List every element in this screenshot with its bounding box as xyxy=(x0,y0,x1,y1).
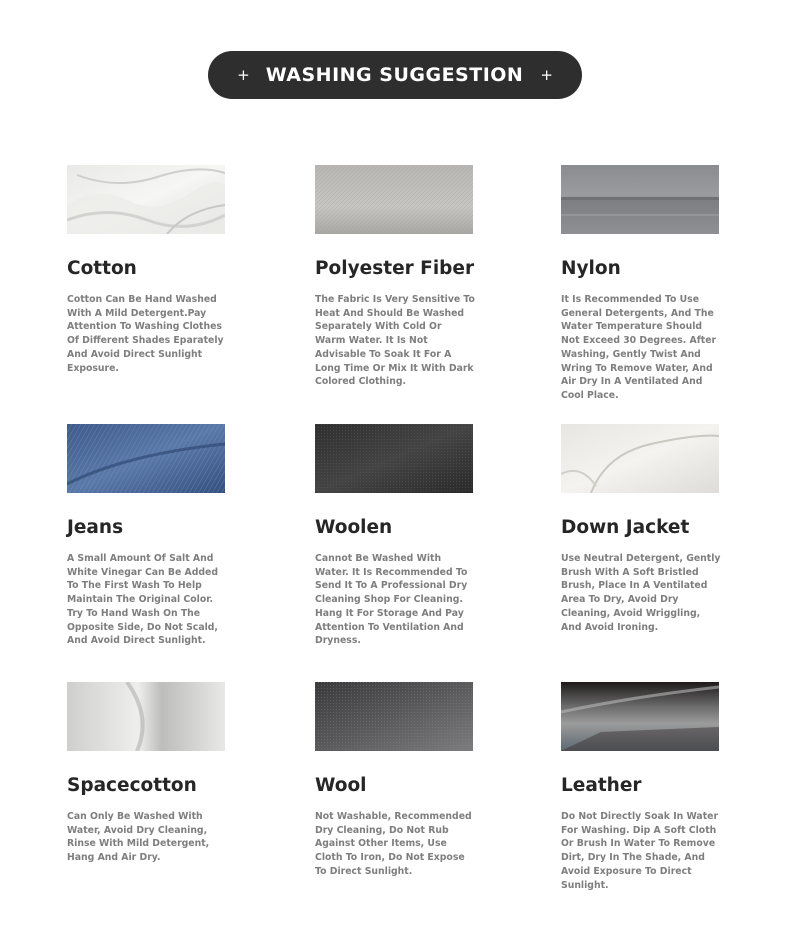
jeans-swatch-image xyxy=(67,424,225,493)
fabric-description: Not Washable, Recommended Dry Cleaning, Do Not Rub Against Other Items, Use Cloth To Iron, Do Not Expose To Direct Sunlight. xyxy=(315,811,472,877)
fabric-name: Jeans xyxy=(67,517,124,538)
fabric-description: The Fabric Is Very Sensitive To Heat And Should Be Washed Separately With Cold Or Warm Water. It Is Not Advisable To Soak It For A Long Time Or Mix It With Dark Colored Clothing. xyxy=(315,294,475,388)
fabric-name: Down Jacket xyxy=(561,517,690,538)
plus-icon-left: + xyxy=(237,66,250,84)
fabric-card-polyester-fiber xyxy=(315,165,475,389)
fabric-description: Use Neutral Detergent, Gently Brush With A Soft Bristled Brush, Place In A Ventilated Area To Dry, Avoid Dry Cleaning, Avoid Wriggling, And Avoid Ironing. xyxy=(561,553,721,633)
fabric-name: Cotton xyxy=(67,258,137,279)
plus-icon-right: + xyxy=(540,66,553,84)
fabric-card-wool xyxy=(315,682,475,879)
fabric-name: Leather xyxy=(561,775,642,796)
fabric-card-spacecotton xyxy=(67,682,227,865)
fabric-card-leather xyxy=(561,682,721,892)
fabric-name: Woolen xyxy=(315,517,393,538)
fabric-name: Wool xyxy=(315,775,367,796)
fabric-description: Cotton Can Be Hand Washed With A Mild Detergent.Pay Attention To Washing Clothes Of Different Shades Eparately And Avoid Direct Sunlight Exposure. xyxy=(67,294,224,374)
fabric-description: A Small Amount Of Salt And White Vinegar Can Be Added To The First Wash To Help Maintain The Original Color. Try To Hand Wash On The Opposite Side, Do Not Scald, And Avoid Direct Sunlight. xyxy=(67,553,218,647)
down-jacket-swatch-image xyxy=(561,424,719,493)
leather-swatch-image xyxy=(561,682,719,751)
fabric-card-down-jacket xyxy=(561,424,721,634)
wool-swatch-image xyxy=(315,682,473,751)
page-title: WASHING SUGGESTION xyxy=(265,64,524,86)
woolen-swatch-image xyxy=(315,424,473,493)
polyester-swatch-image xyxy=(315,165,473,234)
fabric-description: Do Not Directly Soak In Water For Washing. Dip A Soft Cloth Or Brush In Water To Remove Dirt, Dry In The Shade, And Avoid Exposure To Direct Sunlight. xyxy=(561,811,719,891)
nylon-swatch-image xyxy=(561,165,719,234)
fabric-card-jeans xyxy=(67,424,227,648)
fabric-card-woolen xyxy=(315,424,475,648)
fabric-description: Cannot Be Washed With Water. It Is Recommended To Send It To A Professional Dry Cleaning Shop For Cleaning. Hang It For Storage And Pay Attention To Ventilation And Dryness. xyxy=(315,553,468,647)
fabric-card-nylon xyxy=(561,165,721,403)
cotton-swatch-image xyxy=(67,165,225,234)
fabric-card-cotton xyxy=(67,165,227,375)
spacecotton-swatch-image xyxy=(67,682,225,751)
fabric-description: It Is Recommended To Use General Detergents, And The Water Temperature Should Not Exceed 30 Degrees. After Washing, Gently Twist And Wring To Remove Water, And Air Dry In A Ventilated And Cool Place. xyxy=(561,294,717,401)
fabric-name: Nylon xyxy=(561,258,621,279)
fabric-name: Polyester Fiber xyxy=(315,258,475,279)
washing-suggestion-banner xyxy=(208,51,582,99)
fabric-description: Can Only Be Washed With Water, Avoid Dry Cleaning, Rinse With Mild Detergent, Hang And Air Dry. xyxy=(67,811,210,864)
fabric-name: Spacecotton xyxy=(67,775,197,796)
